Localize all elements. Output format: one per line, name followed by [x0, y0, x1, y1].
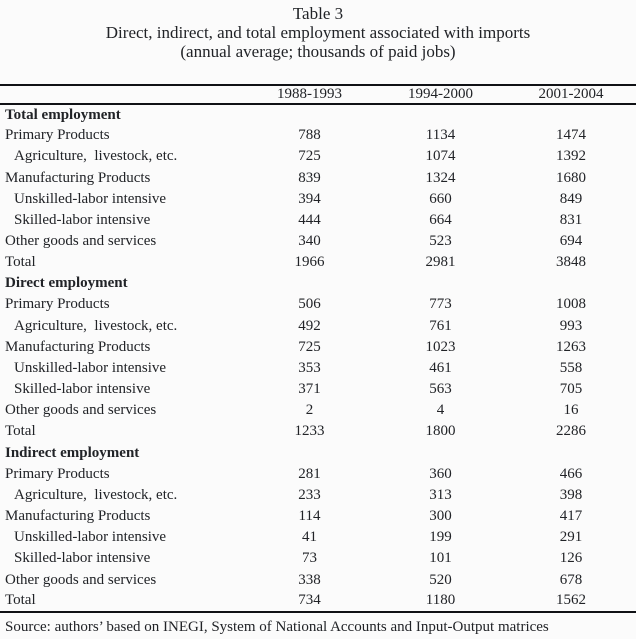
- table-row: [0, 506, 636, 527]
- cell-value: 1324: [425, 169, 456, 186]
- row-label: Other goods and services: [5, 233, 157, 250]
- cell-value: [506, 443, 636, 464]
- table-row: [0, 337, 636, 358]
- employment-table: [0, 84, 636, 613]
- table-header-block: [0, 0, 636, 61]
- cell-value: 520: [429, 571, 452, 588]
- row-label: Primary Products: [5, 465, 110, 482]
- cell-value: 1474: [556, 127, 586, 144]
- row-label: Agriculture, livestock, etc.: [14, 486, 178, 503]
- cell-value: [244, 104, 375, 125]
- cell-value: 773: [429, 296, 452, 313]
- cell-value: 1392: [556, 148, 586, 165]
- row-label: Total: [5, 254, 36, 271]
- row-label: Total: [5, 423, 36, 440]
- table-row: [0, 548, 636, 569]
- cell-value: 16: [563, 402, 579, 419]
- cell-value: 114: [298, 508, 321, 525]
- table-row: [0, 358, 636, 379]
- cell-value: 3848: [556, 254, 586, 271]
- table-row: [0, 210, 636, 231]
- table-head-row: [0, 85, 636, 104]
- cell-value: 1263: [556, 338, 586, 355]
- cell-value: 849: [559, 190, 583, 207]
- cell-value: 1800: [425, 423, 456, 440]
- cell-value: 199: [429, 529, 452, 546]
- row-label: Unskilled-labor intensive: [14, 529, 167, 546]
- row-label: Indirect employment: [5, 444, 140, 461]
- cell-value: 678: [559, 571, 583, 588]
- cell-value: 725: [298, 338, 321, 355]
- cell-value: 1180: [375, 591, 506, 612]
- table-row: [0, 189, 636, 210]
- table-row: [0, 231, 636, 252]
- cell-value: 839: [298, 169, 321, 186]
- row-label: Skilled-labor intensive: [14, 381, 151, 398]
- cell-value: 233: [298, 486, 321, 503]
- cell-value: 340: [298, 233, 321, 250]
- row-label: Agriculture, livestock, etc.: [14, 148, 178, 165]
- cell-value: 281: [298, 465, 321, 482]
- table-row: [0, 294, 636, 315]
- cell-value: 73: [302, 550, 317, 567]
- table-body: [0, 104, 636, 612]
- table-row: [0, 167, 636, 188]
- column-header: 2001-2004: [506, 85, 636, 104]
- table-row: [0, 400, 636, 421]
- cell-value: [244, 443, 375, 464]
- cell-value: 371: [298, 381, 321, 398]
- table-row: [0, 569, 636, 590]
- table-row: [0, 125, 636, 146]
- cell-value: 417: [559, 508, 583, 525]
- cell-value: [375, 443, 506, 464]
- table-row: [0, 316, 636, 337]
- cell-value: 466: [559, 465, 583, 482]
- cell-value: 1233: [294, 423, 325, 440]
- cell-value: 761: [429, 317, 452, 334]
- cell-value: [506, 104, 636, 125]
- cell-value: 506: [298, 296, 321, 313]
- cell-value: [244, 273, 375, 294]
- cell-value: 291: [559, 529, 583, 546]
- cell-value: 101: [429, 550, 452, 567]
- cell-value: 694: [559, 233, 583, 250]
- table-row: [0, 146, 636, 167]
- cell-value: 664: [429, 211, 452, 228]
- cell-value: 313: [429, 486, 452, 503]
- corner-cell: [0, 85, 244, 104]
- cell-value: 492: [298, 317, 321, 334]
- row-label: Manufacturing Products: [5, 508, 151, 525]
- table-title: Direct, indirect, and total employment associated with imports: [105, 23, 531, 42]
- table-row: [0, 273, 636, 294]
- row-label: Direct employment: [5, 275, 128, 292]
- cell-value: 41: [302, 529, 317, 546]
- cell-value: 993: [559, 317, 583, 334]
- cell-value: 300: [429, 508, 452, 525]
- table-row: [0, 485, 636, 506]
- cell-value: 1966: [294, 254, 325, 271]
- cell-value: 394: [298, 190, 321, 207]
- cell-value: [375, 104, 506, 125]
- cell-value: 563: [429, 381, 452, 398]
- cell-value: 523: [429, 233, 452, 250]
- table-row: [0, 421, 636, 442]
- cell-value: [506, 273, 636, 294]
- cell-value: [375, 273, 506, 294]
- cell-value: 360: [429, 465, 452, 482]
- cell-value: 1074: [425, 148, 456, 165]
- cell-value: 558: [559, 359, 583, 376]
- row-label: Other goods and services: [5, 571, 157, 588]
- column-header: 1988-1993: [244, 85, 375, 104]
- table-row: [0, 464, 636, 485]
- cell-value: 444: [298, 211, 321, 228]
- cell-value: 1562: [506, 591, 636, 612]
- source-note: Source: authors’ based on INEGI, System of National Accounts and Input-Output matrices: [5, 618, 549, 635]
- row-label: Primary Products: [5, 296, 110, 313]
- cell-value: 1680: [556, 169, 586, 186]
- cell-value: 725: [298, 148, 321, 165]
- cell-value: 1023: [425, 338, 456, 355]
- cell-value: 1134: [425, 127, 456, 144]
- row-label: Total employment: [5, 106, 121, 123]
- row-label: Manufacturing Products: [5, 338, 151, 355]
- cell-value: 2981: [425, 254, 456, 271]
- table-row: [0, 443, 636, 464]
- table-row: [0, 104, 636, 125]
- row-label: Manufacturing Products: [5, 169, 151, 186]
- row-label: Total: [0, 591, 244, 612]
- cell-value: 660: [429, 190, 452, 207]
- cell-value: 1008: [556, 296, 586, 313]
- column-header: 1994-2000: [375, 85, 506, 104]
- row-label: Agriculture, livestock, etc.: [14, 317, 178, 334]
- cell-value: 338: [298, 571, 321, 588]
- row-label: Other goods and services: [5, 402, 157, 419]
- cell-value: 2286: [556, 423, 586, 440]
- table-row: [0, 591, 636, 612]
- table-row: [0, 527, 636, 548]
- cell-value: 126: [559, 550, 583, 567]
- cell-value: 398: [559, 486, 583, 503]
- cell-value: 4: [436, 402, 445, 419]
- cell-value: 461: [429, 359, 452, 376]
- cell-value: 734: [244, 591, 375, 612]
- row-label: Primary Products: [5, 127, 110, 144]
- table-subtitle: (annual average; thousands of paid jobs): [180, 42, 456, 61]
- cell-value: 353: [298, 359, 321, 376]
- table-number: Table 3: [292, 4, 344, 23]
- row-label: Skilled-labor intensive: [14, 550, 151, 567]
- cell-value: 705: [559, 381, 583, 398]
- table-row: [0, 252, 636, 273]
- row-label: Unskilled-labor intensive: [14, 359, 167, 376]
- row-label: Skilled-labor intensive: [14, 211, 151, 228]
- table-row: [0, 379, 636, 400]
- cell-value: 2: [305, 402, 314, 419]
- row-label: Unskilled-labor intensive: [14, 190, 167, 207]
- cell-value: 788: [298, 127, 321, 144]
- cell-value: 831: [559, 211, 583, 228]
